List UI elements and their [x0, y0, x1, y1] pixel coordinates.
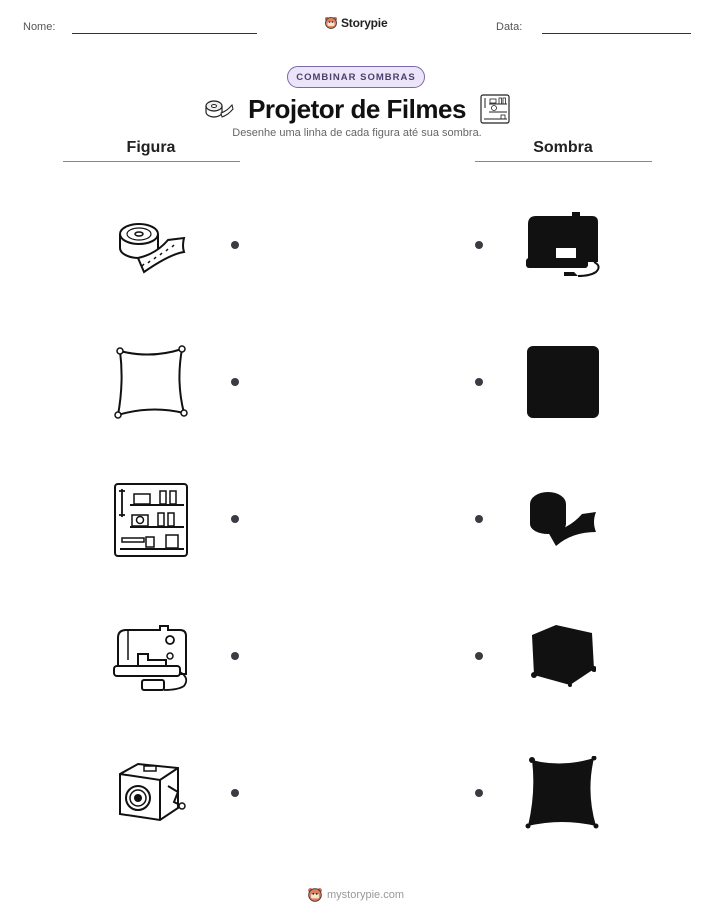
- shelf-icon: [480, 94, 510, 124]
- bear-icon: [324, 16, 338, 30]
- match-dot-left[interactable]: [231, 241, 239, 249]
- title-row: [200, 90, 514, 128]
- sewing-machine-shadow: [524, 206, 604, 284]
- footer: [307, 884, 417, 906]
- match-dot-right[interactable]: [475, 241, 483, 249]
- match-dot-left[interactable]: [231, 378, 239, 386]
- match-dot-right[interactable]: [475, 515, 483, 523]
- column-heading-figura: Figura: [126, 139, 176, 156]
- screen-shadow: [524, 756, 600, 830]
- box-shadow: [530, 623, 596, 687]
- activity-badge: COMBINAR SOMBRAS: [287, 66, 425, 88]
- instructions: Desenhe uma linha de cada figura até sua sombra.: [232, 127, 482, 139]
- square-shadow: [526, 345, 600, 419]
- match-dot-right[interactable]: [475, 652, 483, 660]
- film-reel-icon: [112, 214, 190, 276]
- projector-icon: [116, 760, 188, 824]
- match-dot-left[interactable]: [231, 515, 239, 523]
- screen-icon: [112, 345, 190, 419]
- sewing-machine-icon: [112, 616, 192, 694]
- name-line[interactable]: [72, 33, 257, 34]
- date-line[interactable]: [542, 33, 691, 34]
- name-label: Nome:: [23, 21, 56, 33]
- page-title: Projetor de Filmes: [248, 93, 466, 124]
- reel-shadow: [528, 490, 598, 546]
- film-reel-icon: [204, 97, 234, 121]
- match-dot-right[interactable]: [475, 378, 483, 386]
- brand-logo: [324, 12, 394, 34]
- match-dot-left[interactable]: [231, 789, 239, 797]
- column-heading-sombra: Sombra: [533, 139, 593, 156]
- column-underline-left: [63, 161, 240, 162]
- brand-name: Storypie: [341, 16, 388, 30]
- date-label: Data:: [496, 21, 523, 33]
- shelf-icon: [114, 483, 188, 557]
- match-dot-right[interactable]: [475, 789, 483, 797]
- column-underline-right: [475, 161, 652, 162]
- bear-icon: [307, 887, 323, 903]
- footer-url[interactable]: mystorypie.com: [327, 889, 405, 901]
- match-dot-left[interactable]: [231, 652, 239, 660]
